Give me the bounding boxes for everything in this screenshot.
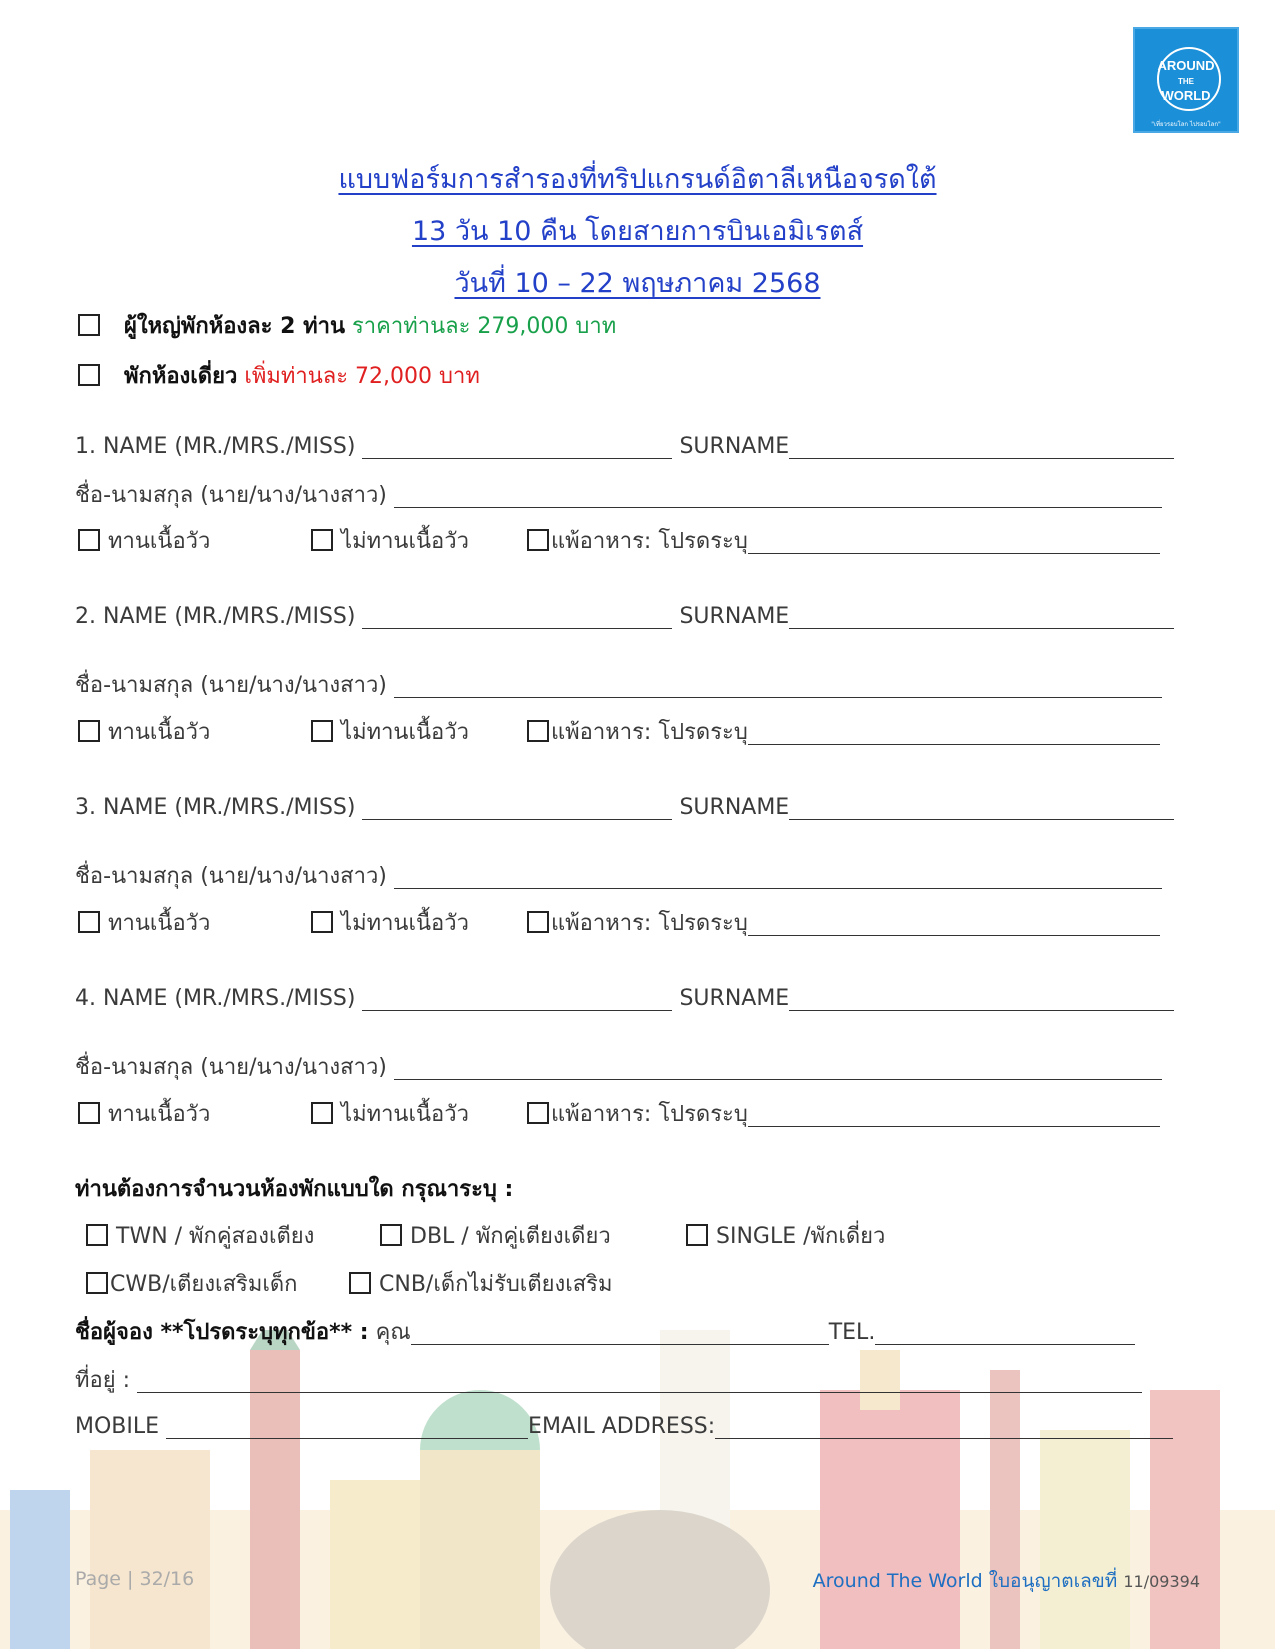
traveler-name-row: 1. NAME (MR./MRS./MISS) SURNAME	[75, 432, 1174, 462]
checkbox[interactable]	[311, 1102, 333, 1124]
meal-beef[interactable]: ทานเนื้อวัว	[78, 1100, 210, 1130]
around-the-world-logo	[1133, 27, 1239, 133]
allergy-input[interactable]	[748, 720, 1160, 745]
allergy-input[interactable]	[748, 911, 1160, 936]
trip-duration: 13 วัน 10 คืน โดยสายการบินเอมิเรตส์	[411, 216, 864, 247]
meal-no-beef[interactable]: ไม่ทานเนื้อวัว	[311, 1100, 469, 1130]
checkbox[interactable]	[527, 911, 549, 933]
option-single-room[interactable]: พักห้องเดี่ยว เพิ่มท่านละ 72,000 บาท	[78, 362, 480, 392]
surname-input[interactable]	[789, 795, 1174, 820]
allergy-input[interactable]	[748, 529, 1160, 554]
meal-allergy[interactable]: แพ้อาหาร: โปรดระบุ	[527, 718, 1160, 748]
checkbox[interactable]	[78, 529, 100, 551]
traveler-thai-name-row: ชื่อ-นามสกุล (นาย/นาง/นางสาว)	[75, 1053, 1162, 1083]
allergy-input[interactable]	[748, 1102, 1160, 1127]
name-input[interactable]	[362, 795, 672, 820]
checkbox[interactable]	[527, 1102, 549, 1124]
thai-name-input[interactable]	[394, 1055, 1162, 1080]
checkbox[interactable]	[78, 314, 100, 336]
name-input[interactable]	[362, 604, 672, 629]
logo-tagline: "เที่ยวรอบโลก ไปรอบโลก"	[1151, 121, 1221, 128]
address-input[interactable]	[137, 1368, 1142, 1393]
surname-input[interactable]	[789, 986, 1174, 1011]
meal-no-beef[interactable]: ไม่ทานเนื้อวัว	[311, 527, 469, 557]
trip-dates: วันที่ 10 – 22 พฤษภาคม 2568	[454, 268, 821, 299]
email-input[interactable]	[715, 1414, 1173, 1439]
meal-allergy[interactable]: แพ้อาหาร: โปรดระบุ	[527, 527, 1160, 557]
room-dbl[interactable]: DBL / พักคู่เตียงเดียว	[380, 1222, 611, 1252]
mobile-email-row: MOBILE EMAIL ADDRESS:	[75, 1412, 1173, 1442]
traveler-thai-name-row: ชื่อ-นามสกุล (นาย/นาง/นางสาว)	[75, 862, 1162, 892]
page-number: Page | 32/16	[75, 1568, 195, 1590]
mobile-input[interactable]	[166, 1414, 528, 1439]
room-single[interactable]: SINGLE /พักเดี่ยว	[686, 1222, 885, 1252]
booker-row: ชื่อผู้จอง **โปรดระบุทุกข้อ** : คุณ TEL.	[75, 1318, 1135, 1348]
thai-name-input[interactable]	[394, 673, 1162, 698]
form-title: แบบฟอร์มการสำรองที่ทริปแกรนด์อิตาลีเหนือจรดใต้	[338, 164, 937, 195]
meal-no-beef[interactable]: ไม่ทานเนื้อวัว	[311, 909, 469, 939]
checkbox[interactable]	[527, 720, 549, 742]
tel-input[interactable]	[875, 1320, 1135, 1345]
name-input[interactable]	[362, 434, 672, 459]
checkbox[interactable]	[86, 1224, 108, 1246]
checkbox[interactable]	[311, 911, 333, 933]
checkbox[interactable]	[78, 364, 100, 386]
thai-name-input[interactable]	[394, 483, 1162, 508]
traveler-thai-name-row: ชื่อ-นามสกุล (นาย/นาง/นางสาว)	[75, 481, 1162, 511]
surname-input[interactable]	[789, 604, 1174, 629]
room-twn[interactable]: TWN / พักคู่สองเตียง	[86, 1222, 314, 1252]
checkbox[interactable]	[78, 720, 100, 742]
surname-input[interactable]	[789, 434, 1174, 459]
checkbox[interactable]	[78, 911, 100, 933]
traveler-name-row: 4. NAME (MR./MRS./MISS) SURNAME	[75, 984, 1174, 1014]
room-cnb[interactable]: CNB/เด็กไม่รับเตียงเสริม	[349, 1270, 613, 1300]
checkbox[interactable]	[86, 1272, 108, 1294]
traveler-thai-name-row: ชื่อ-นามสกุล (นาย/นาง/นางสาว)	[75, 671, 1162, 701]
logo-text: AROUND THE WORLD	[1157, 58, 1215, 103]
meal-allergy[interactable]: แพ้อาหาร: โปรดระบุ	[527, 1100, 1160, 1130]
name-input[interactable]	[362, 986, 672, 1011]
checkbox[interactable]	[527, 529, 549, 551]
thai-name-input[interactable]	[394, 864, 1162, 889]
checkbox[interactable]	[686, 1224, 708, 1246]
room-cwb[interactable]: CWB/เตียงเสริมเด็ก	[86, 1270, 297, 1300]
meal-beef[interactable]: ทานเนื้อวัว	[78, 718, 210, 748]
checkbox[interactable]	[311, 529, 333, 551]
meal-beef[interactable]: ทานเนื้อวัว	[78, 527, 210, 557]
traveler-name-row: 3. NAME (MR./MRS./MISS) SURNAME	[75, 793, 1174, 823]
company-license: Around The World ใบอนุญาตเลขที่ 11/09394	[812, 1570, 1200, 1592]
meal-beef[interactable]: ทานเนื้อวัว	[78, 909, 210, 939]
checkbox[interactable]	[311, 720, 333, 742]
meal-allergy[interactable]: แพ้อาหาร: โปรดระบุ	[527, 909, 1160, 939]
booker-name-input[interactable]	[411, 1320, 829, 1345]
checkbox[interactable]	[349, 1272, 371, 1294]
checkbox[interactable]	[78, 1102, 100, 1124]
room-question: ท่านต้องการจำนวนห้องพักแบบใด กรุณาระบุ :	[75, 1177, 514, 1202]
address-row: ที่อยู่ :	[75, 1366, 1142, 1396]
meal-no-beef[interactable]: ไม่ทานเนื้อวัว	[311, 718, 469, 748]
checkbox[interactable]	[380, 1224, 402, 1246]
option-twin-share[interactable]: ผู้ใหญ่พักห้องละ 2 ท่าน ราคาท่านละ 279,000 บาท	[78, 312, 616, 342]
traveler-name-row: 2. NAME (MR./MRS./MISS) SURNAME	[75, 602, 1174, 632]
